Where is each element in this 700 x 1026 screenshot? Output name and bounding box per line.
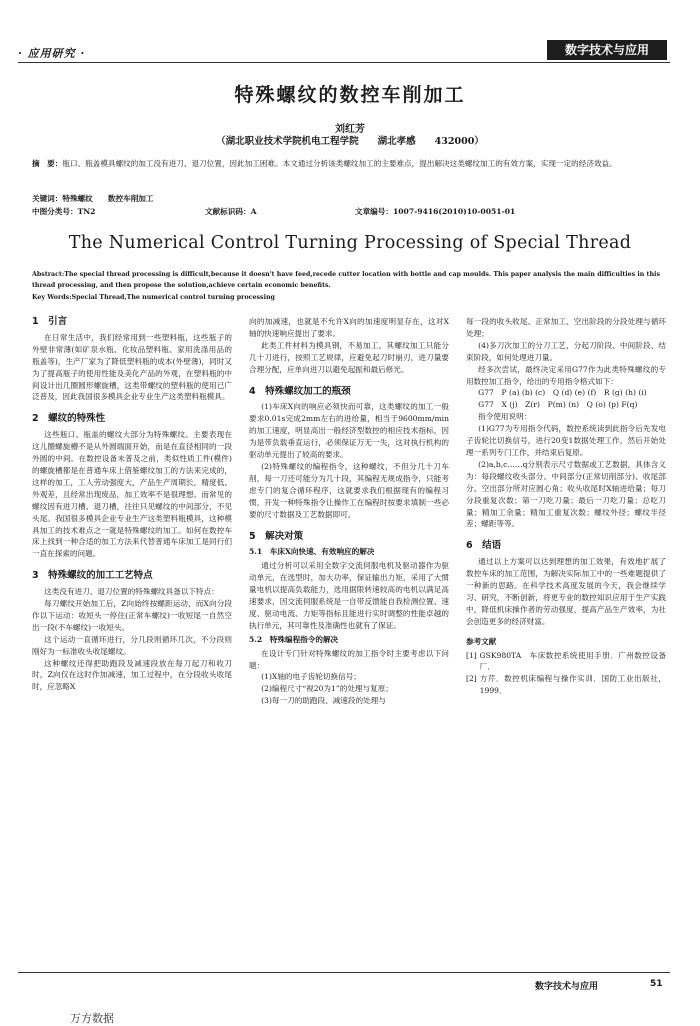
paragraph: (4)多刀次加工的分刀工艺，分起刀阶段、中间阶段、结束阶段，如何处理进刀量。 — [466, 340, 666, 362]
paragraph: 通过分析可以采用全数字交流伺服电机及驱动器作为驱动单元，在选型时，加大功率，保证输出力矩，采用了大惯量电机以提高负载能力，选用据限转速较高的电机以满足高速要求，因交流伺服系统是一自带反馈能自我检测位置、速度、驱动电流、力矩等指标且能进行实时调整的性能卓越的执行单元，其可靠性及准确性也就有了保证。 — [249, 561, 449, 630]
abstract-cn — [32, 158, 660, 169]
paragraph: (2)a,b,c……q分别表示尺寸数据或工艺数据，具体含义为：每段螺纹收头部分、中间部分(正常切削部分)、收尾部分、空出部分所对应圆心角；收头收尾时X轴进给量；每刀分段重复次数；第一刀吃刀量；最后一刀吃刀量；总吃刀量；精加工余量；精加工重复次数；螺纹外径；螺纹半径差；螺距等等。 — [466, 459, 666, 529]
doc-code — [205, 206, 256, 217]
section-heading-4: 4 特殊螺纹加工的瓶颈 — [249, 385, 351, 397]
keywords-en — [32, 292, 660, 303]
paragraph: 每刀螺纹开始加工后，Z向始终按螺距运动，而X向分段作以下运动：收短头一停住(正常车螺纹)一收短尾一自然空出一段(不车螺纹)一收短头。 — [32, 599, 232, 632]
doc-code-value: A — [250, 207, 257, 216]
paragraph: 向的加减速，也就是不允许X向的加速度明显存在，这对X轴的快速响应提出了要求。 — [249, 317, 449, 338]
abstract-cn-label: 摘 要： — [32, 159, 63, 168]
keywords-en-label: Key Words: — [32, 294, 72, 301]
keywords-en-text: Special Thread,The numerical control turning processing — [71, 294, 275, 301]
reference-item: [2] 方芹．数控机床编程与操作实训．国防工业出版社，1999． — [466, 674, 666, 696]
paragraph: (1)G77为专用指令代码，数控系统读到此指令后先发电子齿轮比切换信号，进行20变1数据处理工作，然后开始处理一系列专门工作，并结束后复原。 — [466, 424, 666, 457]
abstract-en-label: Abstract: — [32, 271, 65, 278]
paragraph: 通过以上方案可以达到理想的加工效果，有效地扩展了数控车床的加工范围，为解决实际加工中的一些难题提供了一种新的思路。在科学技术高度发展的今天，我会继续学习、研究，不断创新，将更专业的数控知识应用于生产实践中，降低机床操作者的劳动强度，提高产品生产效率，为社会创造更多的经济财富。 — [466, 557, 666, 626]
author: 刘红芳 — [335, 124, 365, 135]
article-number — [355, 206, 515, 217]
header-rule — [18, 62, 670, 63]
column-2 — [249, 316, 449, 707]
keywords-cn — [32, 193, 154, 204]
paragraph: 这些瓶口、瓶盖的螺纹大部分为特殊螺纹。主要表现在这儿圈螺旋槽不是从外圆端面开始，而是在直径相同的一段外圆的中间。在数控设备未普及之前，类似性质工件(模件)的螺旋槽都是在普通车床上借鉴螺纹加工的方法来完成的，这样的加工，工人劳动强度大，产品生产周期长，精度低、外观差，且经常出现废品，加工效率不是很理想。而常见的螺纹因有进刀槽、退刀槽，往往只见螺纹的中间部分，不见头尾。我国很多模具企业专业生产这类塑料瓶模具，这种模具加工的技术难点之一就是特殊螺纹的加工。如何在数控车床上找到一种合适的加工方法来代替普通车床加工是同行们一直在探索的问题。 — [32, 430, 232, 559]
paragraph: 此类工件材料为模具钢，不易加工，其螺纹加工只能分几十刀进行，按照工艺规律，应避免起刀时崩刃，进刀量要合理分配，应单向进刀以避免起振和最后修光。 — [249, 340, 449, 374]
paragraph: (2)编程尺寸“视20为1”的处理与复原； — [261, 684, 393, 694]
section-heading-5: 5 解决对策 — [249, 530, 304, 542]
paragraph: (1)车床X向的响应必须快而可靠，这类螺纹的加工一般要求0.01s完成2mm左右的进给量，相当于9600mm/min的加工速度，明显高出一般经济型数控的相应技术指标，因为是带负载垂直运行，必须保证万无一失，这对执行机构的驱动单元提出了较高的要求。 — [249, 402, 449, 460]
paragraph: 经多次尝试，最终决定采用G77作为此类特殊螺纹的专用数控加工指令，给出的专用指令格式如下： — [466, 364, 666, 386]
paragraph: 这个运动一直循环进行，分几段则循环几次，不分段则刚好为一标准收头收尾螺纹。 — [32, 634, 232, 656]
subsection-heading-5-1: 5.1 车床X向快速、有效响应的解决 — [249, 547, 375, 557]
page-title: 特殊螺纹的数控车削加工 — [234, 84, 466, 106]
abstract-en — [32, 269, 660, 291]
clc-value: TN2 — [77, 207, 96, 216]
clc-label: 中图分类号： — [32, 207, 78, 216]
keywords-cn-text: 特殊螺纹 数控车削加工 — [62, 194, 154, 203]
subsection-heading-5-2: 5.2 特殊编程指令的解决 — [249, 634, 339, 644]
footer-journal-name: 数字技术与应用 — [535, 982, 599, 992]
command-format-line-2: G77 X (j) Z(r) P(m) (n) Q (o) (p) F(q) — [478, 400, 638, 410]
article-no-value: 1007-9416(2010)10-0051-01 — [392, 207, 516, 216]
article-no-label: 文章编号： — [355, 207, 393, 216]
abstract-en-text: The special thread processing is difficult,because it doesn't have feed,recede cutter location with bottle and cap moulds. This paper analysis the main difficulties in this thread processing, and then propose the solution,achieve certain economic benefits. — [32, 271, 660, 289]
paragraph: 每一段的收头收尾、正常加工、空出阶段的分段处理与循环处理； — [466, 317, 666, 338]
clc-number — [32, 206, 95, 217]
paragraph: 指令使用说明： — [478, 412, 532, 422]
watermark: 万方数据 — [70, 1012, 114, 1025]
paragraph: 在设计专门针对特殊螺纹的加工指令时主要考虑以下问题： — [249, 648, 449, 670]
section-tag: · 应用研究 · — [18, 47, 86, 60]
footer-rule — [18, 972, 670, 973]
reference-item: [1] GSK980TA 车床数控系统使用手册．广州数控设备厂． — [466, 650, 666, 672]
paragraph: 这种螺纹还得把助跑段及减速段放在每刀起刀和收刀时，Z向仅在这时作加减速，加工过程中，在分段收头收尾时，应忽略X — [32, 658, 232, 692]
journal-banner: 数字技术与应用 — [547, 40, 667, 60]
paragraph: 这类没有进刀、退刀位置的特殊螺纹具备以下特点： — [44, 587, 219, 597]
references-heading: 参考文献 — [466, 636, 497, 646]
doc-code-label: 文献标识码： — [205, 207, 251, 216]
paragraph: (2)特殊螺纹的编程指令，这种螺纹，不但分几十刀车削，每一刀还可能分为几十段，其编程无规成指令，只能考虑专门的复合循环程序，这就要求我们根据现有的编程习惯，开发一种特殊指令让操作工在编程时按要求填制一些必要的尺寸数据及工艺数据即可。 — [249, 461, 449, 519]
paragraph: (1)X轴的电子齿轮切换信号； — [261, 672, 361, 682]
abstract-cn-text: 瓶口、瓶盖模具螺纹的加工没有进刀、退刀位置，因此加工困难。本文通过分析该类螺纹加工的主要难点，提出解决这类螺纹加工的有效方案，实现一定的经济效益。 — [62, 159, 617, 168]
section-heading-2: 2 螺纹的特殊性 — [32, 413, 106, 425]
command-format-line-1: G77 P (a) (b) (c) Q (d) (e) (f) R (g) (h) (i) — [478, 388, 647, 398]
page-number: 51 — [650, 979, 663, 989]
affiliation: （湖北职业技术学院机电工程学院 湖北孝感 432000） — [216, 136, 484, 147]
section-heading-3: 3 特殊螺纹的加工工艺特点 — [32, 570, 153, 582]
section-heading-1: 1 引言 — [32, 316, 68, 327]
section-heading-6: 6 结语 — [466, 540, 502, 552]
keywords-cn-label: 关键词： — [32, 194, 63, 203]
column-1 — [32, 316, 232, 693]
paragraph: 在日常生活中，我们经常用到一些塑料瓶，这些瓶子的外壁非常薄(如矿泉水瓶、化妆品塑料瓶、家用洗涤用品的瓶盖等)，生产厂家为了降低塑料瓶的成本(外壁薄)，同时又为了提高瓶子的使用性能及美化产品的外观，在塑料瓶的中间设计出几圈圆形螺旋槽，这类带螺纹的塑料瓶的使用已广泛普及，因此我国很多模具企业专业生产这类塑料瓶模具。 — [32, 332, 232, 402]
column-3 — [466, 316, 666, 697]
paragraph: (3)每一刀的助跑段、减速段的处理与 — [261, 696, 386, 706]
title-en: The Numerical Control Turning Processing of Special Thread — [68, 233, 632, 253]
